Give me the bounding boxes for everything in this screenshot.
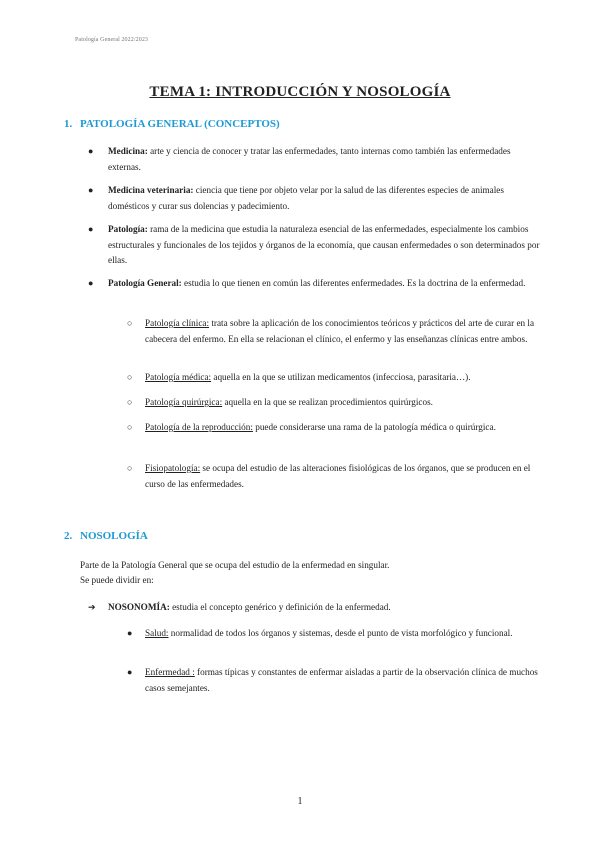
circle-bullet-icon: ○: [127, 372, 133, 382]
term: Patología General:: [108, 278, 182, 288]
bullet-icon: ●: [88, 146, 94, 156]
section-1-heading: [64, 118, 280, 130]
list-item-medicina-veterinaria: [88, 183, 540, 214]
term: NOSONOMÍA:: [108, 602, 170, 612]
definition: normalidad de todos los órganos y sistemas, desde el punto de vista morfológico y funcional.: [168, 628, 513, 638]
definition: rama de la medicina que estudia la naturaleza esencial de las enfermedades, especialmente los cambios estructurales y funcionales de los tejidos y órganos de la economía, que causan enfermedades o son determinados por ellas.: [108, 224, 540, 265]
term: Patología de la reproducción:: [145, 422, 253, 432]
circle-bullet-icon: ○: [127, 463, 133, 473]
section-2-heading: [64, 530, 148, 542]
term: Patología quirúrgica:: [145, 397, 223, 407]
definition: estudia el concepto genérico y definición de la enfermedad.: [169, 602, 391, 612]
page-header: Patología General 2022/2023: [75, 37, 149, 43]
sublist-item-patologia-clinica: [127, 316, 541, 347]
definition: aquella en la que se realizan procedimientos quirúrgicos.: [222, 397, 433, 407]
term: Patología:: [108, 224, 148, 234]
definition: puede considerarse una rama de la patología médica o quirúrgica.: [252, 422, 496, 432]
sublist-item-patologia-quirurgica: [127, 395, 541, 411]
list-item-patologia-general: [88, 276, 540, 292]
sublist-item-enfermedad: [127, 665, 541, 696]
circle-bullet-icon: ○: [127, 318, 133, 328]
arrow-right-icon: ➔: [88, 602, 96, 612]
definition: arte y ciencia de conocer y tratar las enfermedades, tanto internas como también las enfermedades externas.: [108, 146, 511, 172]
sublist-item-salud: [127, 626, 541, 642]
section-2-intro-line-1: Parte de la Patología General que se ocupa del estudio de la enfermedad en singular.: [80, 560, 390, 570]
definition: aquella en la que se utilizan medicamentos (infecciosa, parasitaria…).: [211, 372, 471, 382]
term: Enfermedad :: [145, 667, 195, 677]
sublist-item-patologia-medica: [127, 370, 541, 386]
section-1-number: 1.: [64, 118, 73, 130]
term: Medicina veterinaria:: [108, 185, 194, 195]
sublist-item-patologia-reproduccion: [127, 420, 541, 436]
bullet-icon: ●: [127, 628, 133, 638]
bullet-icon: ●: [88, 185, 94, 195]
definition: trata sobre la aplicación de los conocimientos teóricos y prácticos del arte de curar en la cabecera del enfermo. En ella se relacionan el clínico, el enfermo y las enseñanzas clínicas entre ambos.: [145, 318, 535, 344]
term: Patología médica:: [145, 372, 212, 382]
section-2-title: NOSOLOGÍA: [80, 530, 148, 542]
definition: formas típicas y constantes de enfermar aisladas a partir de la observación clínica de muchos casos semejantes.: [145, 667, 538, 693]
list-item-nosonomia: [88, 600, 540, 616]
term: Patología clínica:: [145, 318, 210, 328]
list-item-patologia: [88, 222, 540, 269]
document-title: TEMA 1: INTRODUCCIÓN Y NOSOLOGÍA: [149, 84, 451, 100]
bullet-icon: ●: [127, 667, 133, 677]
sublist-item-fisiopatologia: [127, 461, 541, 492]
circle-bullet-icon: ○: [127, 422, 133, 432]
definition: estudia lo que tienen en común las diferentes enfermedades. Es la doctrina de la enfermedad.: [181, 278, 526, 288]
term: Medicina:: [108, 146, 148, 156]
section-2-number: 2.: [64, 530, 73, 542]
bullet-icon: ●: [88, 278, 94, 288]
definition: ciencia que tiene por objeto velar por la salud de las diferentes especies de animales domésticos y curar sus dolencias y padecimiento.: [108, 185, 504, 211]
section-1-title: PATOLOGÍA GENERAL (CONCEPTOS): [80, 118, 280, 130]
page-number: 1: [297, 796, 303, 807]
definition: se ocupa del estudio de las alteraciones fisiológicas de los órganos, que se producen en el curso de las enfermedades.: [145, 463, 531, 489]
circle-bullet-icon: ○: [127, 397, 133, 407]
term: Salud:: [145, 628, 169, 638]
term: Fisiopatología:: [145, 463, 201, 473]
list-item-medicina: [88, 144, 540, 175]
bullet-icon: ●: [88, 224, 94, 234]
section-2-intro-line-2: Se puede dividir en:: [80, 575, 154, 585]
